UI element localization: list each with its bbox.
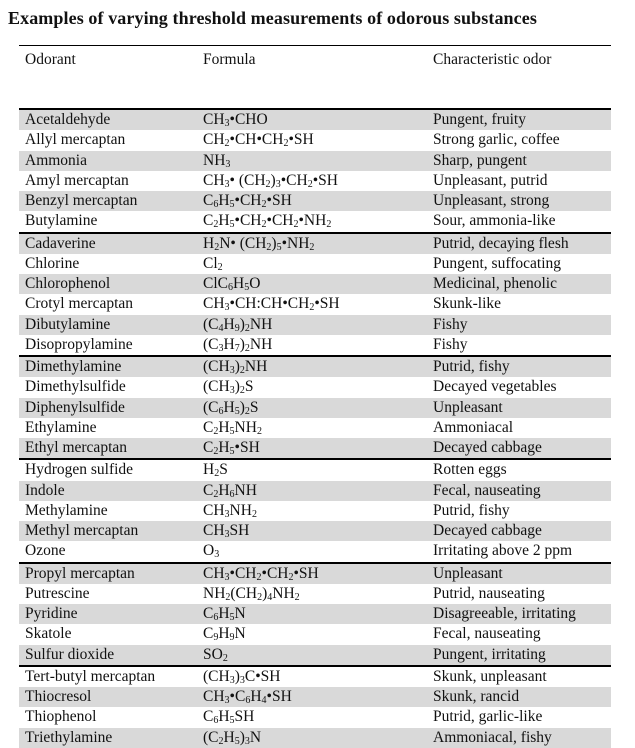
- formula-cell: $(CH_3)_2NH$: [203, 358, 268, 376]
- formula-cell: $CH_3•C_6H_4•SH$: [203, 688, 292, 706]
- formula-cell: $SO_2$: [203, 645, 228, 664]
- odorant-cell: Butylamine: [25, 212, 98, 230]
- odorant-cell: Ethyl mercaptan: [25, 439, 127, 456]
- table-row: [19, 377, 611, 397]
- table-row: [19, 191, 611, 211]
- odorant-cell: Dibutylamine: [25, 315, 111, 333]
- table-row: [19, 151, 611, 171]
- odorant-cell: Methylamine: [25, 501, 108, 519]
- odorant-cell: Thiophenol: [25, 708, 97, 726]
- table-row: [19, 501, 611, 521]
- odorant-cell: Dimethylsulfide: [25, 378, 126, 396]
- odor-cell: Ammoniacal: [433, 418, 514, 436]
- formula-cell: $CH_3•$ $(CH_2)_3•CH_2•SH$: [203, 171, 338, 190]
- table-row: [19, 665, 611, 687]
- odor-cell: Medicinal, phenolic: [433, 275, 557, 292]
- table-row: [19, 130, 611, 150]
- column-header-odorant: Odorant: [25, 51, 76, 68]
- odor-cell: Fecal, nauseating: [433, 625, 541, 643]
- odorant-cell: Pyridine: [25, 605, 78, 622]
- table-row: [19, 294, 611, 314]
- table-row: [19, 707, 611, 727]
- odorant-cell: Chlorophenol: [25, 275, 111, 292]
- odorant-cell: Acetaldehyde: [25, 111, 111, 128]
- table-row: [19, 274, 611, 294]
- odor-cell: Unpleasant: [433, 398, 503, 416]
- column-header-formula: Formula: [203, 51, 256, 68]
- odorant-cell: Methyl mercaptan: [25, 522, 139, 539]
- odorant-cell: Propyl mercaptan: [25, 564, 135, 582]
- formula-cell: $C_2H_6NH$: [203, 481, 257, 500]
- odorant-cell: Skatole: [25, 625, 72, 643]
- table-row: [19, 438, 611, 458]
- odor-cell: Unpleasant, putrid: [433, 171, 548, 189]
- odor-cell: Pungent, irritating: [433, 645, 546, 663]
- formula-cell: $(C_2H_5)_3N$: [203, 728, 262, 747]
- column-header-characteristic-odor: Characteristic odor: [433, 51, 552, 68]
- odorant-cell: Tert-butyl mercaptan: [25, 667, 156, 685]
- formula-cell: $ClC_6H_5O$: [203, 275, 261, 293]
- table-row: [19, 232, 611, 254]
- odor-cell: Disagreeable, irritating: [433, 605, 576, 622]
- odorant-cell: Disopropylamine: [25, 335, 133, 353]
- table-row: [19, 604, 611, 624]
- formula-cell: $CH_3•CH_2•CH_2•SH$: [203, 564, 319, 583]
- formula-cell: $O_3$: [203, 542, 220, 561]
- odor-cell: Fecal, nauseating: [433, 481, 541, 499]
- formula-cell: $CH_3SH$: [203, 522, 250, 540]
- odor-cell: Sharp, pungent: [433, 151, 527, 169]
- table-body: [19, 108, 611, 748]
- formula-cell: $CH_3•CHO$: [203, 111, 268, 129]
- formula-cell: $H_2S$: [203, 461, 228, 480]
- table-title: Examples of varying threshold measurements of odorous substances: [8, 8, 537, 28]
- odor-cell: Decayed vegetables: [433, 378, 557, 396]
- table-row: [19, 398, 611, 418]
- table-row: [19, 687, 611, 707]
- odor-cell: Putrid, decaying flesh: [433, 234, 569, 252]
- table-row: [19, 645, 611, 665]
- table-row: [19, 562, 611, 584]
- odorant-cell: Thiocresol: [25, 688, 92, 705]
- table-row: [19, 481, 611, 501]
- formula-cell: $NH_2(CH_2)_4NH_2$: [203, 584, 300, 603]
- odor-cell: Unpleasant: [433, 564, 503, 582]
- formula-cell: $(CH_3)_3C•SH$: [203, 667, 281, 686]
- table-row: [19, 335, 611, 355]
- odor-cell: Pungent, fruity: [433, 111, 526, 128]
- odorant-cell: Dimethylamine: [25, 358, 122, 375]
- formula-cell: $CH_3•CH:CH•CH_2•SH$: [203, 295, 340, 314]
- odor-cell: Strong garlic, coffee: [433, 131, 560, 149]
- odorant-cell: Chlorine: [25, 254, 80, 272]
- table-row: [19, 541, 611, 561]
- odorant-cell: Amyl mercaptan: [25, 171, 129, 189]
- odor-cell: Pungent, suffocating: [433, 254, 562, 272]
- formula-cell: $C_6H_5•CH_2•SH$: [203, 192, 292, 210]
- odorant-cell: Ethylamine: [25, 418, 97, 436]
- odorant-cell: Sulfur dioxide: [25, 645, 115, 663]
- odor-cell: Rotten eggs: [433, 461, 507, 479]
- formula-cell: $CH_3NH_2$: [203, 501, 257, 520]
- odorant-cell: Diphenylsulfide: [25, 398, 125, 416]
- formula-cell: $(CH_3)_2S$: [203, 378, 254, 397]
- formula-cell: $(C_3H_7)_2NH$: [203, 335, 273, 354]
- table-row: [19, 355, 611, 377]
- formula-cell: $C_6H_5SH$: [203, 708, 255, 727]
- table-row: [19, 624, 611, 644]
- odor-cell: Putrid, nauseating: [433, 584, 545, 602]
- odor-cell: Irritating above 2 ppm: [433, 542, 573, 560]
- odorant-cell: Putrescine: [25, 584, 90, 602]
- formula-cell: $H_2N•$ $(CH_2)_5•NH_2$: [203, 234, 315, 253]
- odor-cell: Decayed cabbage: [433, 439, 542, 456]
- odor-cell: Unpleasant, strong: [433, 192, 550, 209]
- odorant-cell: Ozone: [25, 542, 66, 560]
- odor-cell: Fishy: [433, 315, 468, 333]
- odor-cell: Skunk-like: [433, 295, 502, 313]
- odorant-cell: Hydrogen sulfide: [25, 461, 134, 479]
- odor-cell: Putrid, fishy: [433, 501, 510, 519]
- odor-cell: Fishy: [433, 335, 468, 353]
- odorant-cell: Ammonia: [25, 151, 87, 169]
- formula-cell: $C_2H_5•SH$: [203, 439, 260, 457]
- table-row: [19, 584, 611, 604]
- formula-cell: $C_9H_9N$: [203, 625, 246, 644]
- formula-cell: $Cl_2$: [203, 254, 223, 273]
- formula-cell: $(C_6H_5)_2S$: [203, 398, 259, 417]
- odor-cell: Putrid, fishy: [433, 358, 510, 375]
- odorant-cell: Triethylamine: [25, 728, 113, 746]
- table-row: [19, 254, 611, 274]
- table-row: [19, 458, 611, 480]
- table-row: [19, 521, 611, 541]
- odorant-table: [19, 45, 611, 747]
- table-row: [19, 211, 611, 231]
- odorant-cell: Cadaverine: [25, 234, 96, 252]
- odor-cell: Skunk, unpleasant: [433, 667, 547, 685]
- odorant-cell: Crotyl mercaptan: [25, 295, 134, 313]
- formula-cell: $NH_3$: [203, 151, 231, 170]
- odorant-cell: Allyl mercaptan: [25, 131, 126, 149]
- table-row: [19, 108, 611, 130]
- formula-cell: $C_2H_5NH_2$: [203, 418, 262, 437]
- odorant-cell: Benzyl mercaptan: [25, 192, 138, 209]
- table-row: [19, 418, 611, 438]
- odor-cell: Putrid, garlic-like: [433, 708, 543, 726]
- odorant-cell: Indole: [25, 481, 65, 499]
- formula-cell: $C_6H_5N$: [203, 605, 246, 623]
- table-row: [19, 315, 611, 335]
- formula-cell: $CH_2•CH•CH_2•SH$: [203, 131, 314, 150]
- odor-cell: Skunk, rancid: [433, 688, 520, 705]
- odor-cell: Ammoniacal, fishy: [433, 728, 552, 746]
- formula-cell: $(C_4H_9)_2NH$: [203, 315, 273, 334]
- odor-cell: Sour, ammonia-like: [433, 212, 556, 230]
- table-row: [19, 171, 611, 191]
- odor-cell: Decayed cabbage: [433, 522, 542, 539]
- formula-cell: $C_2H_5•CH_2•CH_2•NH_2$: [203, 212, 332, 231]
